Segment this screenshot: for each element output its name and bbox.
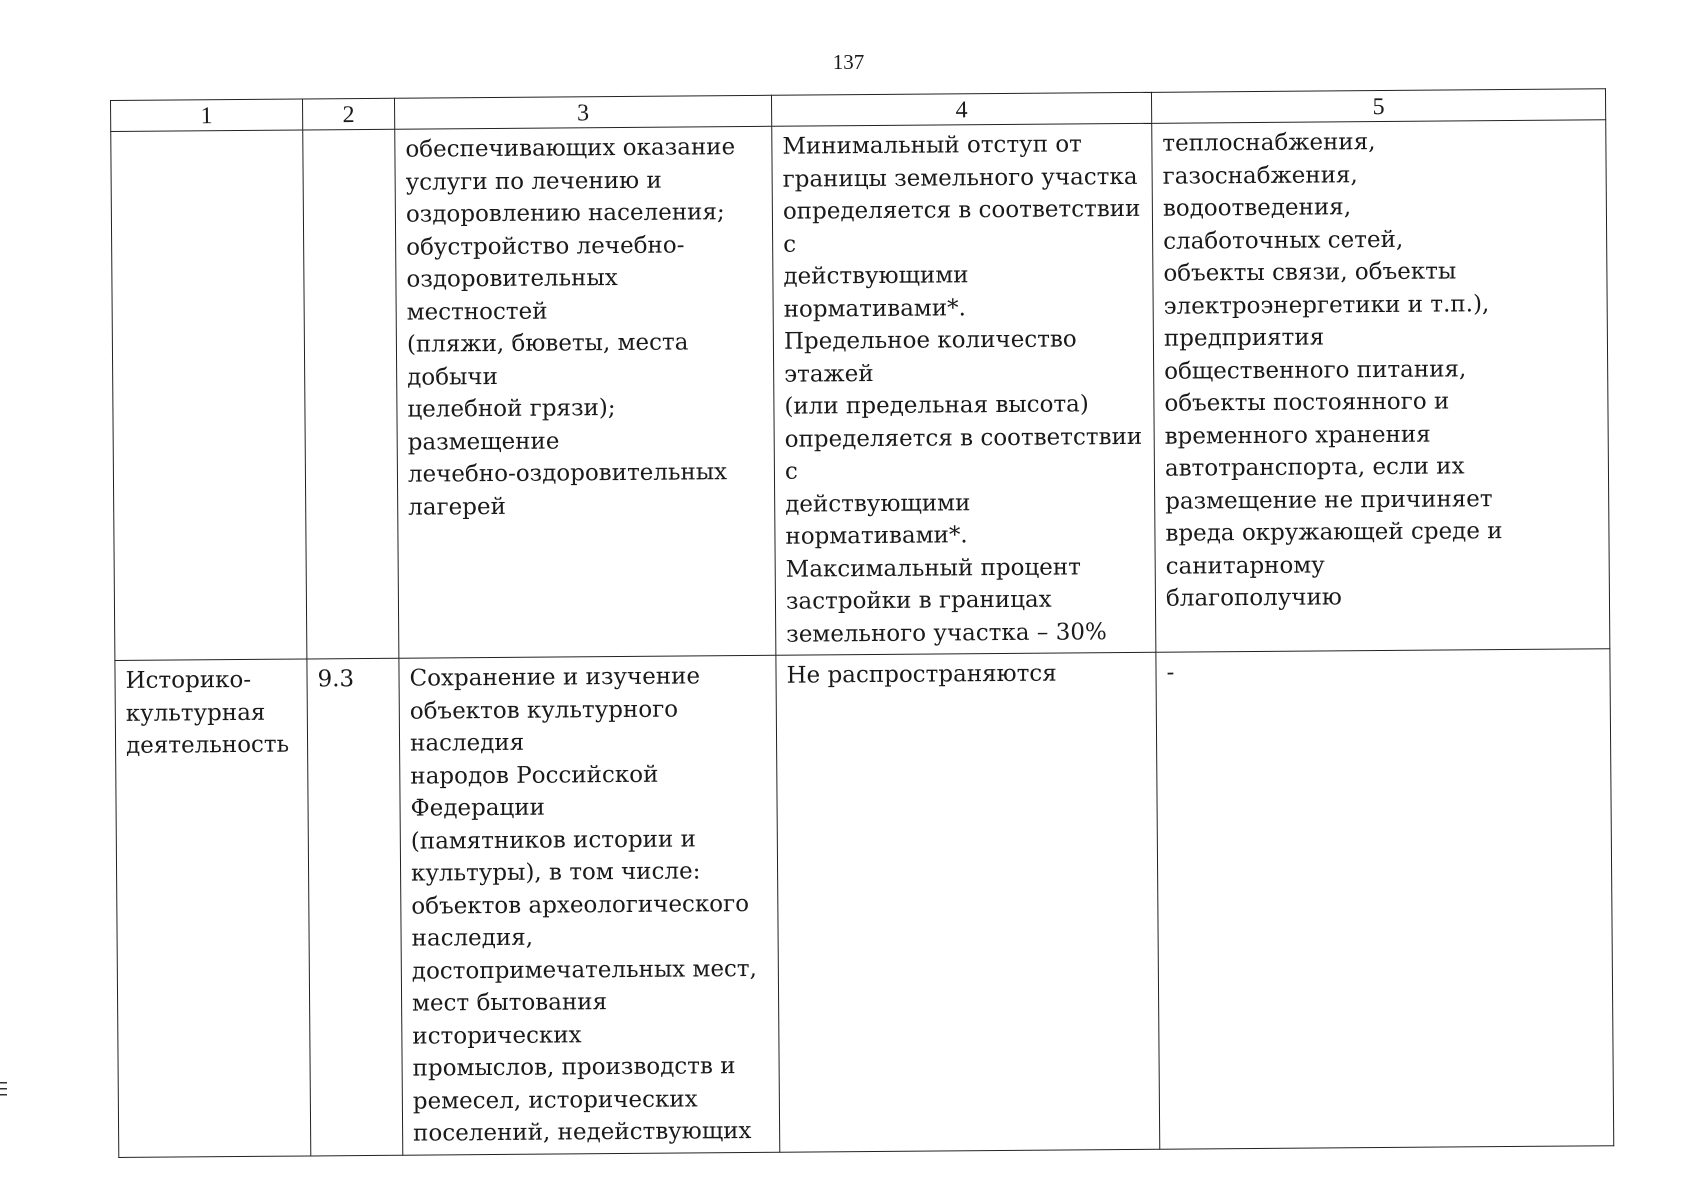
table-cell-use-name: Историко- культурная деятельность [115,659,311,1157]
table-cell-use-name [111,130,307,660]
table-cell-auxiliary-uses: теплоснабжения, газоснабжения, водоотведения, слаботочных сетей, объекты связи, объекты электроэнергетики и т.п.), предприятия общественного питания, объекты постоянного и временного хранения автотранспорта, если их размещение не причиняет вреда окружающей среде и санитарному благополучию [1152,120,1610,653]
page-number: 137 [832,50,865,74]
table-row [115,649,1614,1157]
document-sheet [110,88,1613,1157]
table-cell-description: обеспечивающих оказание услуги по лечению и оздоровлению населения; обустройство лечебно- оздоровительных местностей (пляжи, бюветы, места добычи целебной грязи); размещение лечебно-оздоровительных лагерей [395,126,776,658]
table-cell-auxiliary-uses: - [1156,649,1614,1149]
column-header: 5 [1151,89,1605,124]
column-header: 2 [302,98,394,130]
table-cell-parameters: Не распространяются [776,652,1160,1151]
table-cell-code: 9.3 [307,658,403,1155]
table-cell-description: Сохранение и изучение объектов культурного наследия народов Российской Федерации (памятников истории и культуры), в том числе: объектов археологического наследия, достопримечательных мест, мест бытования исторических промыслов, производств и ремесел, исторических поселений, недействующих [399,655,780,1154]
column-header: 3 [394,95,771,129]
table-cell-code [303,129,399,659]
column-header: 4 [771,92,1151,126]
scan-edge-mark [0,1080,7,1098]
table-cell-parameters: Минимальный отступ от границы земельного участка определяется в соответствии с действующими нормативами*. Предельное количество этажей (или предельная высота) определяется в соответствии с действующими нормативами*. Максимальный процент застройки в границах земельного участка – 30% [772,123,1156,655]
column-header: 1 [111,99,303,132]
land-use-table [110,88,1614,1157]
table-row [111,120,1610,661]
